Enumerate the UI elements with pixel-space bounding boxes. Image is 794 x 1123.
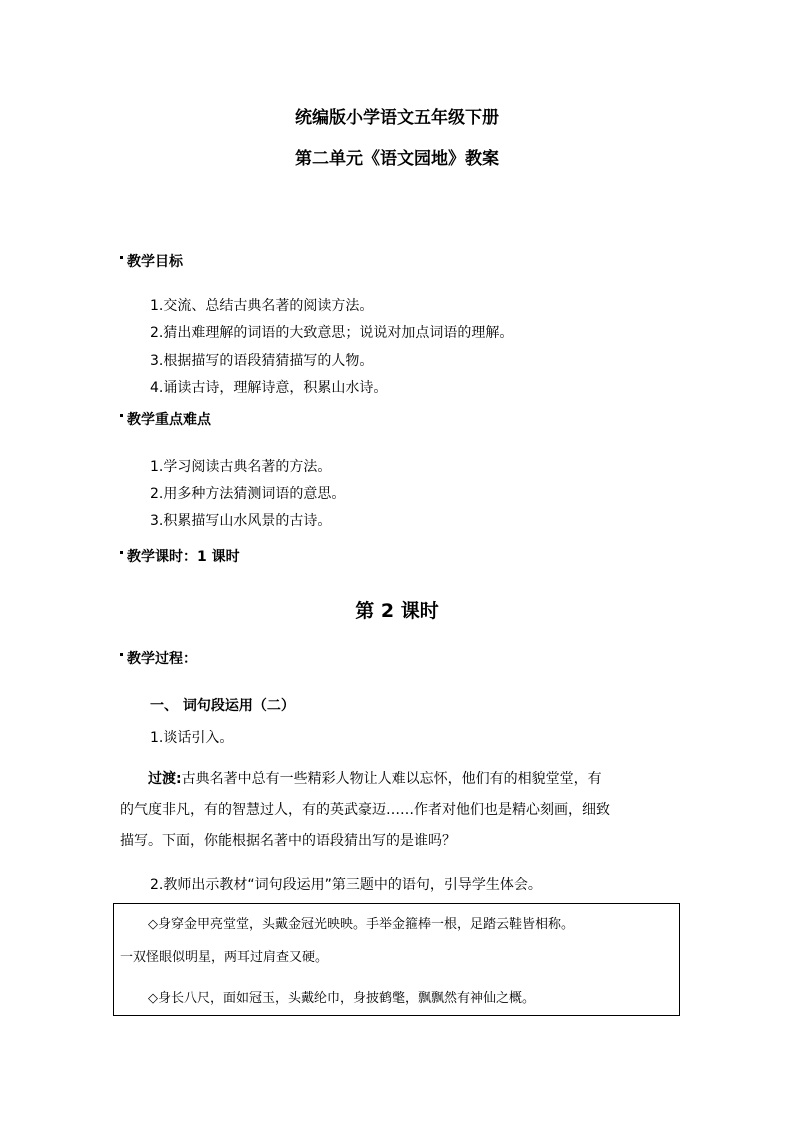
section-heading-process <box>120 650 197 668</box>
section-heading-objectives <box>120 253 183 271</box>
objective-item: 1.交流、总结古典名著的阅读方法。 <box>150 298 374 314</box>
objective-item: 4.诵读古诗，理解诗意，积累山水诗。 <box>150 380 388 396</box>
bullet-icon <box>120 653 123 656</box>
document-subtitle: 第二单元《语文园地》教案 <box>295 149 499 169</box>
bullet-icon <box>120 551 123 554</box>
key-point-item: 3.积累描写山水风景的古诗。 <box>150 513 332 529</box>
bullet-icon <box>120 414 123 417</box>
document-title: 统编版小学语文五年级下册 <box>295 108 499 128</box>
objective-item: 2.猜出难理解的词语的大致意思；说说对加点词语的理解。 <box>150 325 514 341</box>
lesson-title: 第 2 课时 <box>355 600 439 622</box>
transition-text: 古典名著中总有一些精彩人物让人难以忘怀，他们有的相貌堂堂，有 <box>181 771 602 787</box>
class-hours-heading: 教学课时：1 课时 <box>127 549 240 565</box>
objectives-heading: 教学目标 <box>127 254 183 270</box>
quote-box <box>113 903 680 1016</box>
process-step-two: 2.教师出示教材“词句段运用”第三题中的语句，引导学生体会。 <box>150 877 542 893</box>
process-part-one: 一、 词句段运用（二） <box>150 698 295 714</box>
section-heading-key-points <box>120 411 211 429</box>
objective-item: 3.根据描写的语段猜猜描写的人物。 <box>150 353 374 369</box>
transition-line: 描写。下面，你能根据名著中的语段猜出写的是谁吗？ <box>120 833 456 849</box>
transition-line: 的气度非凡，有的智慧过人，有的英武豪迈……作者对他们也是精心刻画，细致 <box>120 802 610 818</box>
section-heading-class-hours <box>120 548 240 566</box>
transition-label: 过渡: <box>148 771 182 787</box>
key-point-item: 2.用多种方法猜测词语的意思。 <box>150 486 346 502</box>
process-step-one: 1.谈话引入。 <box>150 730 234 746</box>
quote-line: ◇身穿金甲亮堂堂，头戴金冠光映映。手举金箍棒一根，足踏云鞋皆相称。 <box>148 917 574 932</box>
quote-line: ◇身长八尺，面如冠玉，头戴纶巾，身披鹤氅，飘飘然有神仙之概。 <box>148 991 535 1006</box>
bullet-icon <box>120 256 123 259</box>
transition-line <box>148 770 602 788</box>
quote-line: 一双怪眼似明星，两耳过肩查又硬。 <box>120 950 329 965</box>
key-point-item: 1.学习阅读古典名著的方法。 <box>150 459 332 475</box>
key-points-heading: 教学重点难点 <box>127 412 211 428</box>
process-heading: 教学过程： <box>127 651 197 667</box>
